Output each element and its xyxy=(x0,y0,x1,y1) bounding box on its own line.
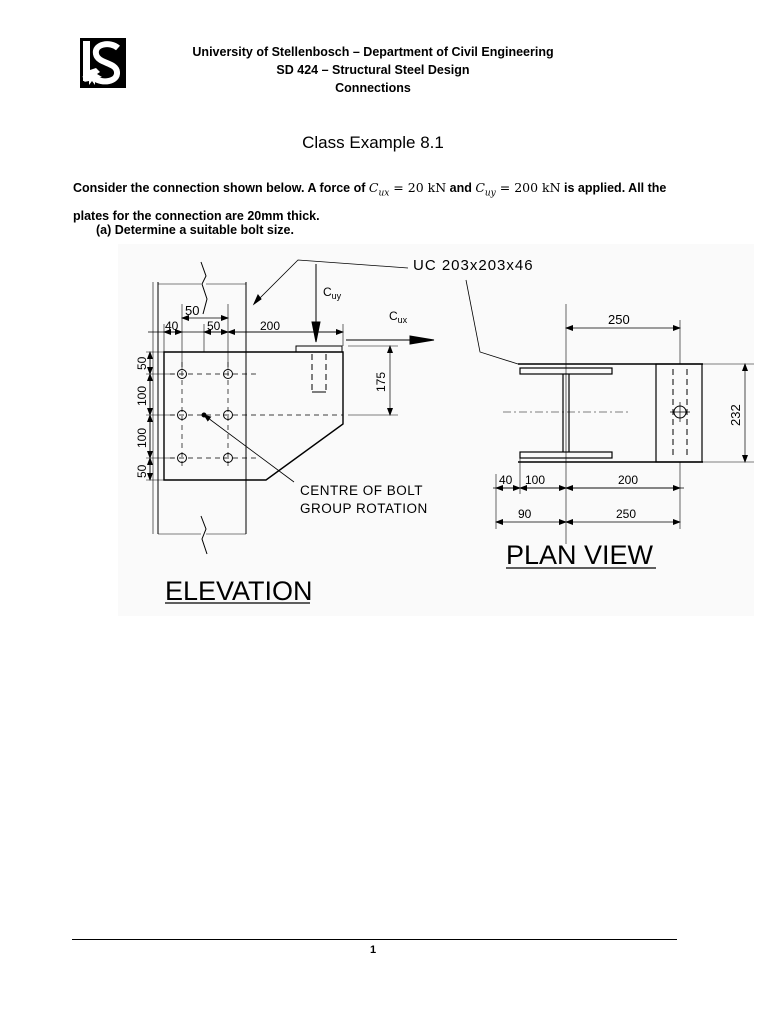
cux-math: $C_{ux} = 20$ kN xyxy=(368,180,447,199)
statement-text-3: is applied. All the plates for the connection are 20mm thick. xyxy=(73,181,667,223)
plan-view-title: PLAN VIEW xyxy=(506,540,654,570)
page-number: 1 xyxy=(369,944,377,956)
section-label: UC 203x203x46 xyxy=(413,257,534,274)
problem-statement xyxy=(73,177,693,227)
footer-rule xyxy=(72,939,677,940)
dim-v50-top: 50 xyxy=(135,356,149,370)
statement-text-2: and xyxy=(446,181,476,195)
header-line-1: University of Stellenbosch – Department of Civil Engineering xyxy=(192,45,554,59)
dim-40: 40 xyxy=(165,319,179,333)
dim-v100-b: 100 xyxy=(135,427,149,448)
connection-drawing xyxy=(118,244,754,616)
centre-label-line-2: GROUP ROTATION xyxy=(300,501,428,516)
centre-label-line-1: CENTRE OF BOLT xyxy=(300,483,424,498)
cux-value: = 20 kN xyxy=(393,180,447,195)
cuy-value: = 200 kN xyxy=(499,180,561,195)
elevation-title: ELEVATION xyxy=(165,576,313,606)
cuy-math: $C_{uy} = 200$ kN xyxy=(475,180,561,199)
dim-100-plan: 100 xyxy=(525,473,546,487)
dim-v50-bottom: 50 xyxy=(135,464,149,478)
cuy-label: $C_{uy}$ xyxy=(323,285,342,301)
university-logo xyxy=(80,38,126,88)
document-header xyxy=(140,43,606,97)
cux-label: $C_{ux}$ xyxy=(389,309,408,325)
statement-text-1: Consider the connection shown below. A force of xyxy=(73,181,369,195)
question-a: (a) Determine a suitable bolt size. xyxy=(96,223,294,237)
header-line-2: SD 424 – Structural Steel Design xyxy=(276,63,470,77)
dim-250-bottom: 250 xyxy=(616,507,637,521)
dim-175: 175 xyxy=(374,371,388,392)
dim-250-top: 250 xyxy=(608,312,630,327)
dim-90: 90 xyxy=(518,507,532,521)
header-line-3: Connections xyxy=(335,81,411,95)
dim-50-top: 50 xyxy=(185,303,200,318)
dim-200-elevation: 200 xyxy=(260,319,281,333)
dim-200-plan: 200 xyxy=(618,473,639,487)
dim-v100-a: 100 xyxy=(135,385,149,406)
dim-40-plan: 40 xyxy=(499,473,513,487)
dim-50: 50 xyxy=(207,319,221,333)
dim-232: 232 xyxy=(728,404,743,426)
page-title: Class Example 8.1 xyxy=(302,133,444,152)
